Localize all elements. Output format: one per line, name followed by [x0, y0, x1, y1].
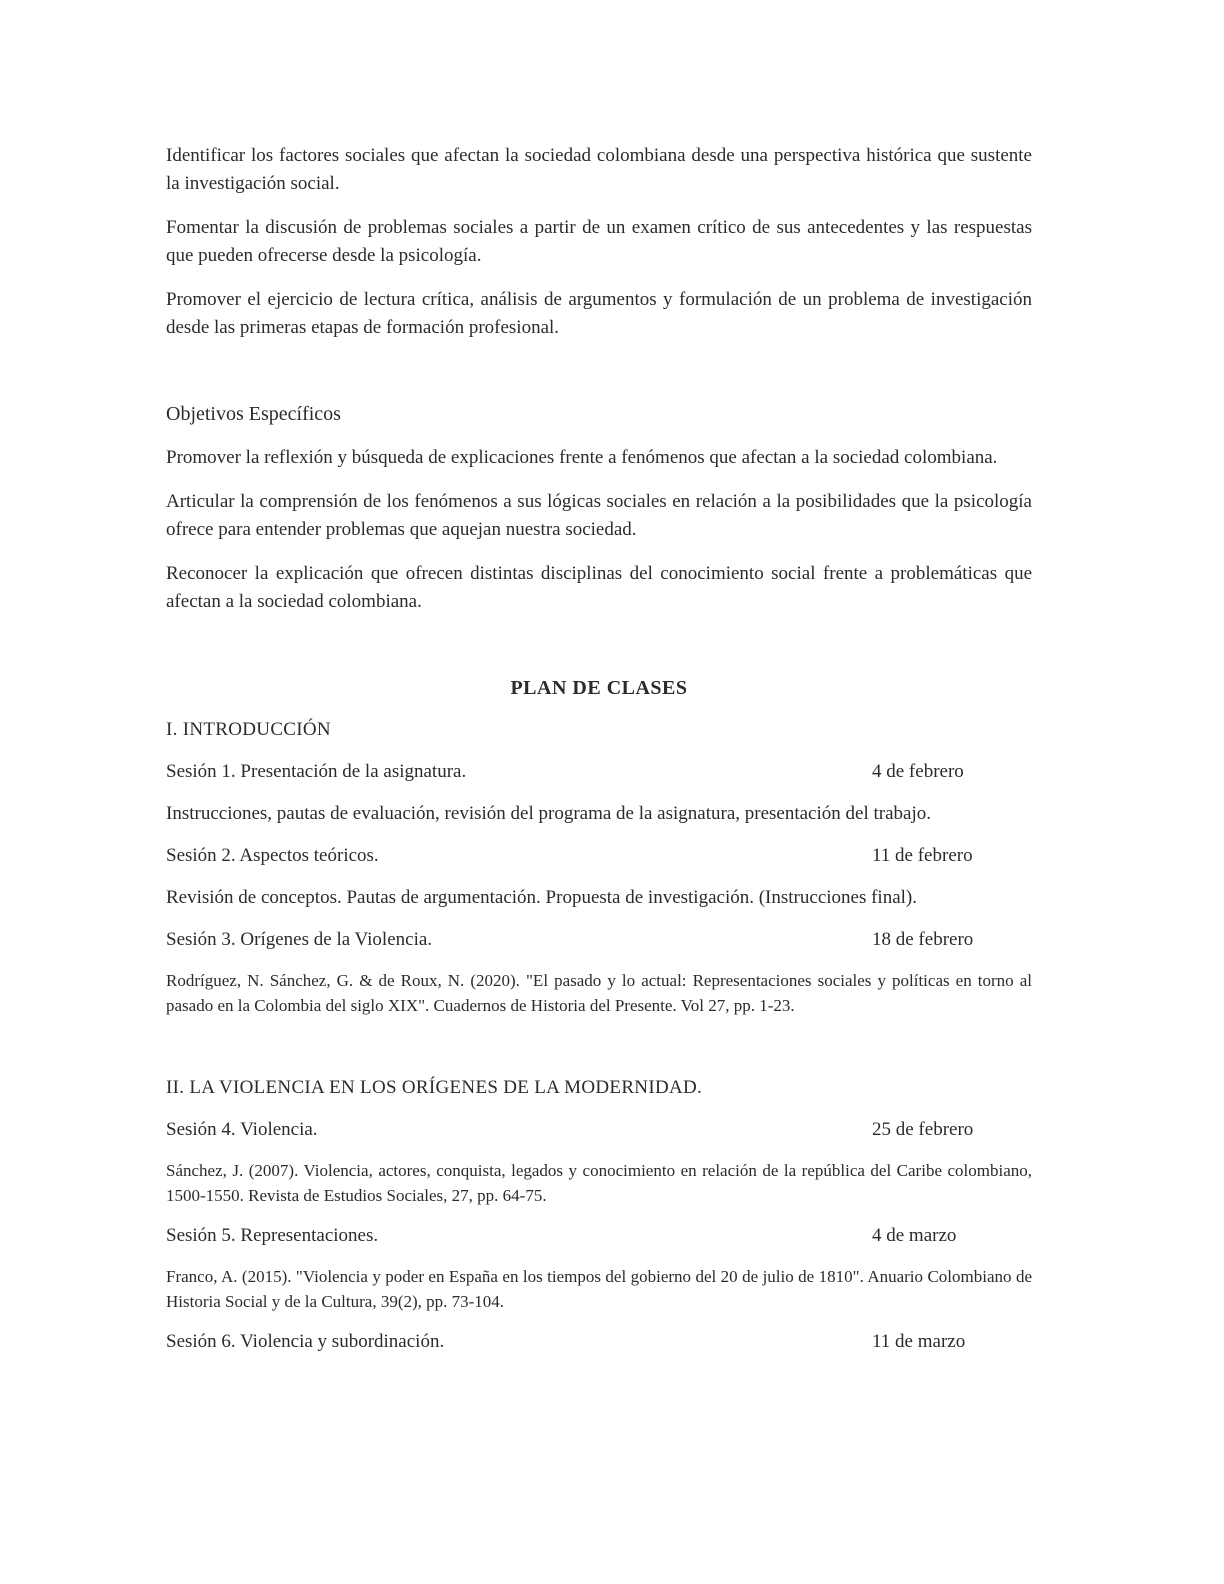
unit-title: I. INTRODUCCIÓN	[166, 719, 331, 740]
session-label: Sesión 3. Orígenes de la Violencia.	[166, 929, 433, 950]
session-row	[166, 758, 1032, 786]
specific-objective-3: Reconocer la explicación que ofrecen distintas disciplinas del conocimiento social frente a problemáticas que afectan a la sociedad colombiana.	[166, 563, 1032, 612]
session-date: 4 de febrero	[872, 761, 964, 782]
session-label: Sesión 1. Presentación de la asignatura.	[166, 761, 467, 782]
session-label: Sesión 6. Violencia y subordinación.	[166, 1331, 445, 1352]
session-row	[166, 1328, 1032, 1356]
session-reference: Sánchez, J. (2007). Violencia, actores, conquista, legados y conocimiento en relación de la república del Caribe colombiano, 1500-1550. Revista de Estudios Sociales, 27, pp. 64-75.	[166, 1161, 1032, 1205]
specific-objectives	[166, 400, 1032, 616]
session-row	[166, 926, 1032, 954]
specific-objective-2: Articular la comprensión de los fenómenos a sus lógicas sociales en relación a la posibilidades que la psicología ofrece para entender problemas que aquejan nuestra sociedad.	[166, 491, 1032, 540]
session-reference: Rodríguez, N. Sánchez, G. & de Roux, N. (2020). "El pasado y lo actual: Representaciones sociales y políticas en torno al pasado en la Colombia del siglo XIX". Cuadernos de Historia del Presente. Vol 27, pp. 1-23.	[166, 971, 1032, 1015]
session-row	[166, 842, 1032, 870]
specific-objectives-heading: Objetivos Específicos	[166, 403, 341, 425]
session-date: 4 de marzo	[872, 1225, 957, 1246]
class-plan	[166, 674, 1032, 1356]
session-date: 25 de febrero	[872, 1119, 974, 1140]
session-date: 11 de marzo	[872, 1331, 966, 1352]
session-detail: Instrucciones, pautas de evaluación, revisión del programa de la asignatura, presentación del trabajo.	[166, 803, 931, 824]
session-label: Sesión 4. Violencia.	[166, 1119, 318, 1140]
session-row	[166, 1222, 1032, 1250]
session-reference: Franco, A. (2015). "Violencia y poder en España en los tiempos del gobierno del 20 de julio de 1810". Anuario Colombiano de Historia Social y de la Cultura, 39(2), pp. 73-104.	[166, 1267, 1032, 1311]
session-label: Sesión 2. Aspectos teóricos.	[166, 845, 379, 866]
session-detail: Revisión de conceptos. Pautas de argumentación. Propuesta de investigación. (Instrucciones final).	[166, 887, 918, 908]
unit-2	[166, 1074, 1032, 1356]
general-objective-2: Fomentar la discusión de problemas sociales a partir de un examen crítico de sus antecedentes y las respuestas que pueden ofrecerse desde la psicología.	[166, 217, 1032, 266]
document-page	[166, 142, 1032, 1370]
session-date: 18 de febrero	[872, 929, 974, 950]
session-label: Sesión 5. Representaciones.	[166, 1225, 379, 1246]
specific-objective-1: Promover la reflexión y búsqueda de explicaciones frente a fenómenos que afectan a la sociedad colombiana.	[166, 447, 998, 468]
unit-1	[166, 716, 1032, 1018]
general-objective-3: Promover el ejercicio de lectura crítica, análisis de argumentos y formulación de un problema de investigación desde las primeras etapas de formación profesional.	[166, 289, 1032, 338]
class-plan-heading: PLAN DE CLASES	[510, 677, 688, 699]
session-date: 11 de febrero	[872, 845, 973, 866]
general-objective-1: Identificar los factores sociales que afectan la sociedad colombiana desde una perspectiva histórica que sustente la investigación social.	[166, 145, 1032, 194]
general-objectives	[166, 142, 1032, 342]
session-row	[166, 1116, 1032, 1144]
unit-title: II. LA VIOLENCIA EN LOS ORÍGENES DE LA MODERNIDAD.	[166, 1077, 703, 1098]
